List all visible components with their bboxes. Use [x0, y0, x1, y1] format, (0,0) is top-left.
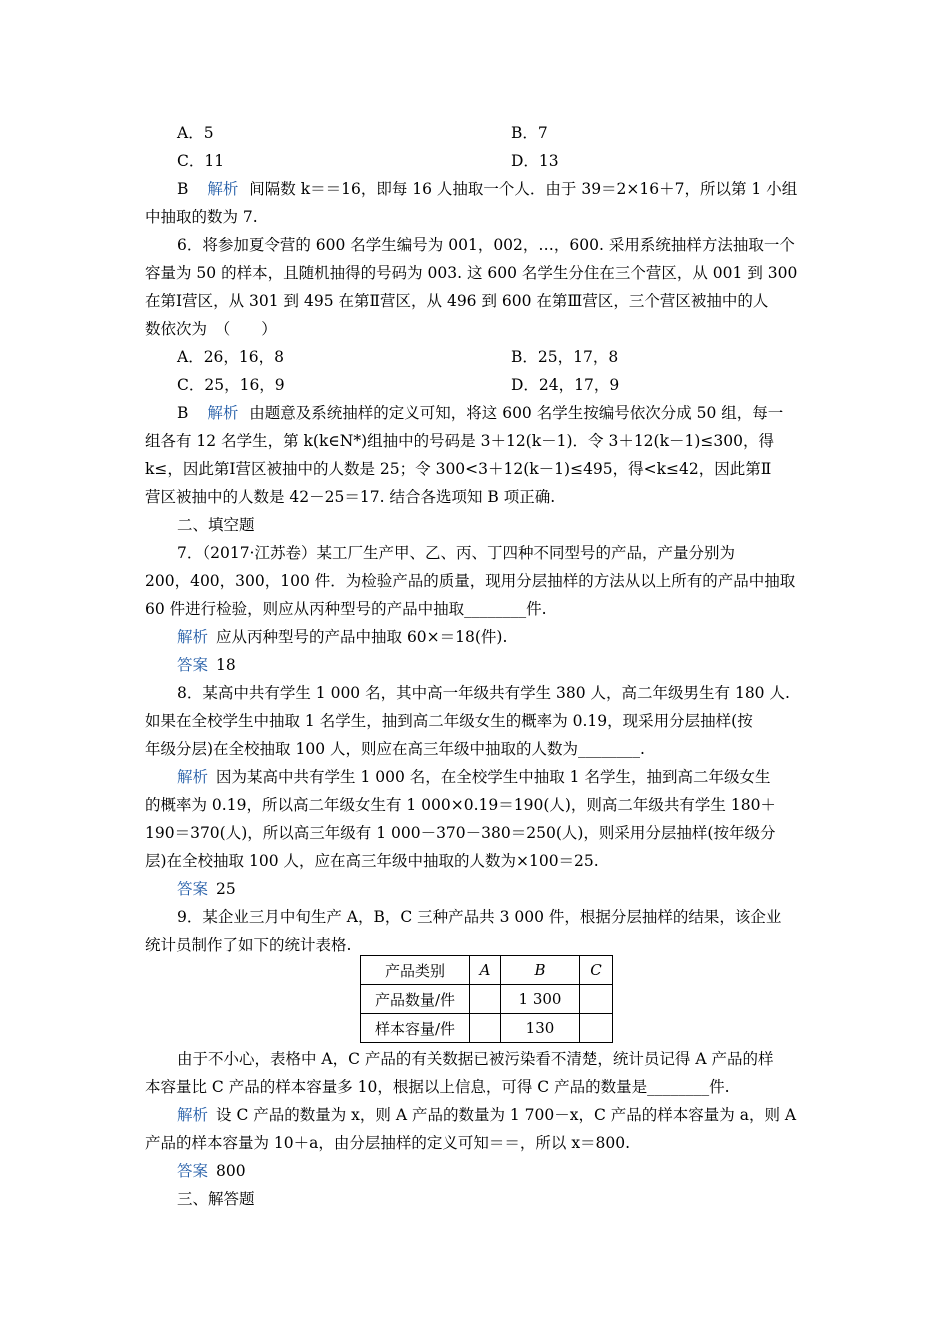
q8-solution-text-1: 因为某高中共有学生 1 000 名，在全校学生中抽取 1 名学生，抽到高二年级女生	[216, 768, 771, 786]
q8-stem-line-3: 年级分层)在全校抽取 100 人，则应在高三年级中抽取的人数为________.	[145, 740, 645, 758]
table-cell: 130	[501, 1014, 580, 1043]
table-row	[361, 985, 613, 1014]
q9-jiexi-label: 解析	[177, 1106, 209, 1124]
q8-jiexi-label: 解析	[177, 768, 209, 786]
table-header-cell: C	[580, 956, 613, 985]
table-header-cell: A	[470, 956, 501, 985]
q7-stem-line-3: 60 件进行检验，则应从丙种型号的产品中抽取________件.	[145, 600, 547, 618]
q6-solution-line-4: 营区被抽中的人数是 42－25＝17. 结合各选项知 B 项正确.	[145, 488, 556, 506]
section-heading-answer-questions: 三、解答题	[177, 1190, 255, 1208]
table-cell	[470, 1014, 501, 1043]
q5-option-d: D．13	[511, 152, 559, 170]
q8-solution-line-2: 的概率为 0.19，所以高二年级女生有 1 000×0.19＝190(人)，则高二年级共有学生 180＋	[145, 796, 776, 814]
q7-solution-text-1: 应从丙种型号的产品中抽取 60×＝18(件).	[216, 628, 508, 646]
q9-stem-line-1: 9．某企业三月中旬生产 A，B，C 三种产品共 3 000 件，根据分层抽样的结果，该企业	[177, 908, 782, 926]
table-cell: 产品数量/件	[361, 985, 470, 1014]
table-header-cell: B	[501, 956, 580, 985]
table-row	[361, 1014, 613, 1043]
q9-solution-line-1	[177, 1105, 796, 1125]
table-cell	[580, 985, 613, 1014]
q6-solution-text-1: 由题意及系统抽样的定义可知，将这 600 名学生按编号依次分成 50 组，每一	[249, 404, 784, 422]
q8-answer: 25	[216, 880, 236, 898]
q8-solution-line-3: 190＝370(人)，所以高三年级有 1 000－370－380＝250(人)，则采用分层抽样(按年级分	[145, 824, 776, 842]
q8-answer-line	[177, 879, 236, 899]
q6-jiexi-label: 解析	[207, 404, 239, 422]
q6-solution-line-1	[177, 403, 783, 423]
q6-option-d: D．24，17，9	[511, 376, 620, 394]
q5-solution-text-1: 间隔数 k＝＝16，即每 16 人抽取一个人．由于 39＝2×16＋7，所以第 1 小组	[249, 180, 798, 198]
table-cell: 1 300	[501, 985, 580, 1014]
statistics-table	[360, 955, 613, 1043]
q5-solution-line-2: 中抽取的数为 7.	[145, 208, 258, 226]
q5-answer: B	[177, 180, 189, 198]
table-header-row	[361, 956, 613, 985]
table-cell	[580, 1014, 613, 1043]
q9-stem-line-2: 统计员制作了如下的统计表格.	[145, 936, 352, 954]
q9-answer-line	[177, 1161, 246, 1181]
q5-option-b: B．7	[511, 124, 548, 142]
q6-stem-line-1: 6．将参加夏令营的 600 名学生编号为 001，002，…，600. 采用系统抽样方法抽取一个	[177, 236, 795, 254]
q5-option-c: C．11	[177, 152, 225, 170]
q9-answer: 800	[216, 1162, 246, 1180]
q8-stem-line-2: 如果在全校学生中抽取 1 名学生，抽到高二年级女生的概率为 0.19，现采用分层抽样(按	[145, 712, 753, 730]
table-cell: 样本容量/件	[361, 1014, 470, 1043]
q6-stem-line-3: 在第Ⅰ营区，从 301 到 495 在第Ⅱ营区，从 496 到 600 在第Ⅲ营区，三个营区被抽中的人	[145, 292, 769, 310]
q6-option-c: C．25，16，9	[177, 376, 285, 394]
q9-daan-label: 答案	[177, 1162, 209, 1180]
table-header-cell: 产品类别	[361, 956, 470, 985]
q7-stem-line-1: 7．（2017·江苏卷）某工厂生产甲、乙、丙、丁四种不同型号的产品，产量分别为	[177, 544, 735, 562]
q9-solution-line-2: 产品的样本容量为 10＋a，由分层抽样的定义可知＝＝，所以 x＝800.	[145, 1134, 631, 1152]
q6-solution-line-3: k≤，因此第Ⅰ营区被抽中的人数是 25；令 300<3＋12(k－1)≤495，得<k≤42，因此第Ⅱ	[145, 460, 772, 478]
q7-daan-label: 答案	[177, 656, 209, 674]
q8-daan-label: 答案	[177, 880, 209, 898]
q7-jiexi-label: 解析	[177, 628, 209, 646]
q7-answer-line	[177, 655, 236, 675]
q7-stem-line-2: 200，400，300，100 件．为检验产品的质量，现用分层抽样的方法从以上所有的产品中抽取	[145, 572, 796, 590]
q8-solution-line-4: 层)在全校抽取 100 人，应在高三年级中抽取的人数为×100＝25.	[145, 852, 599, 870]
section-heading-fill-in: 二、填空题	[177, 516, 255, 534]
q5-jiexi-label: 解析	[207, 180, 239, 198]
q6-stem-line-4: 数依次为 （ ）	[145, 320, 277, 338]
q6-option-a: A．26，16，8	[177, 348, 285, 366]
q6-answer: B	[177, 404, 189, 422]
q7-answer: 18	[216, 656, 236, 674]
q9-solution-text-1: 设 C 产品的数量为 x，则 A 产品的数量为 1 700－x，C 产品的样本容量为 a，则 A	[216, 1106, 797, 1124]
q6-stem-line-2: 容量为 50 的样本，且随机抽得的号码为 003. 这 600 名学生分住在三个营区，从 001 到 300	[145, 264, 798, 282]
table-cell	[470, 985, 501, 1014]
q8-stem-line-1: 8．某高中共有学生 1 000 名，其中高一年级共有学生 380 人，高二年级男生有 180 人.	[177, 684, 790, 702]
q5-solution-line-1	[177, 179, 797, 199]
q8-solution-line-1	[177, 767, 770, 787]
q9-stem-line-4: 本容量比 C 产品的样本容量多 10，根据以上信息，可得 C 产品的数量是________件.	[145, 1078, 730, 1096]
q6-solution-line-2: 组各有 12 名学生，第 k(k∈N*)组抽中的号码是 3＋12(k－1)．令 3＋12(k－1)≤300，得	[145, 432, 774, 450]
q7-solution-line-1	[177, 627, 507, 647]
q6-option-b: B．25，17，8	[511, 348, 619, 366]
q9-stem-line-3: 由于不小心，表格中 A，C 产品的有关数据已被污染看不清楚，统计员记得 A 产品的样	[177, 1050, 774, 1068]
q5-option-a: A．5	[177, 124, 214, 142]
